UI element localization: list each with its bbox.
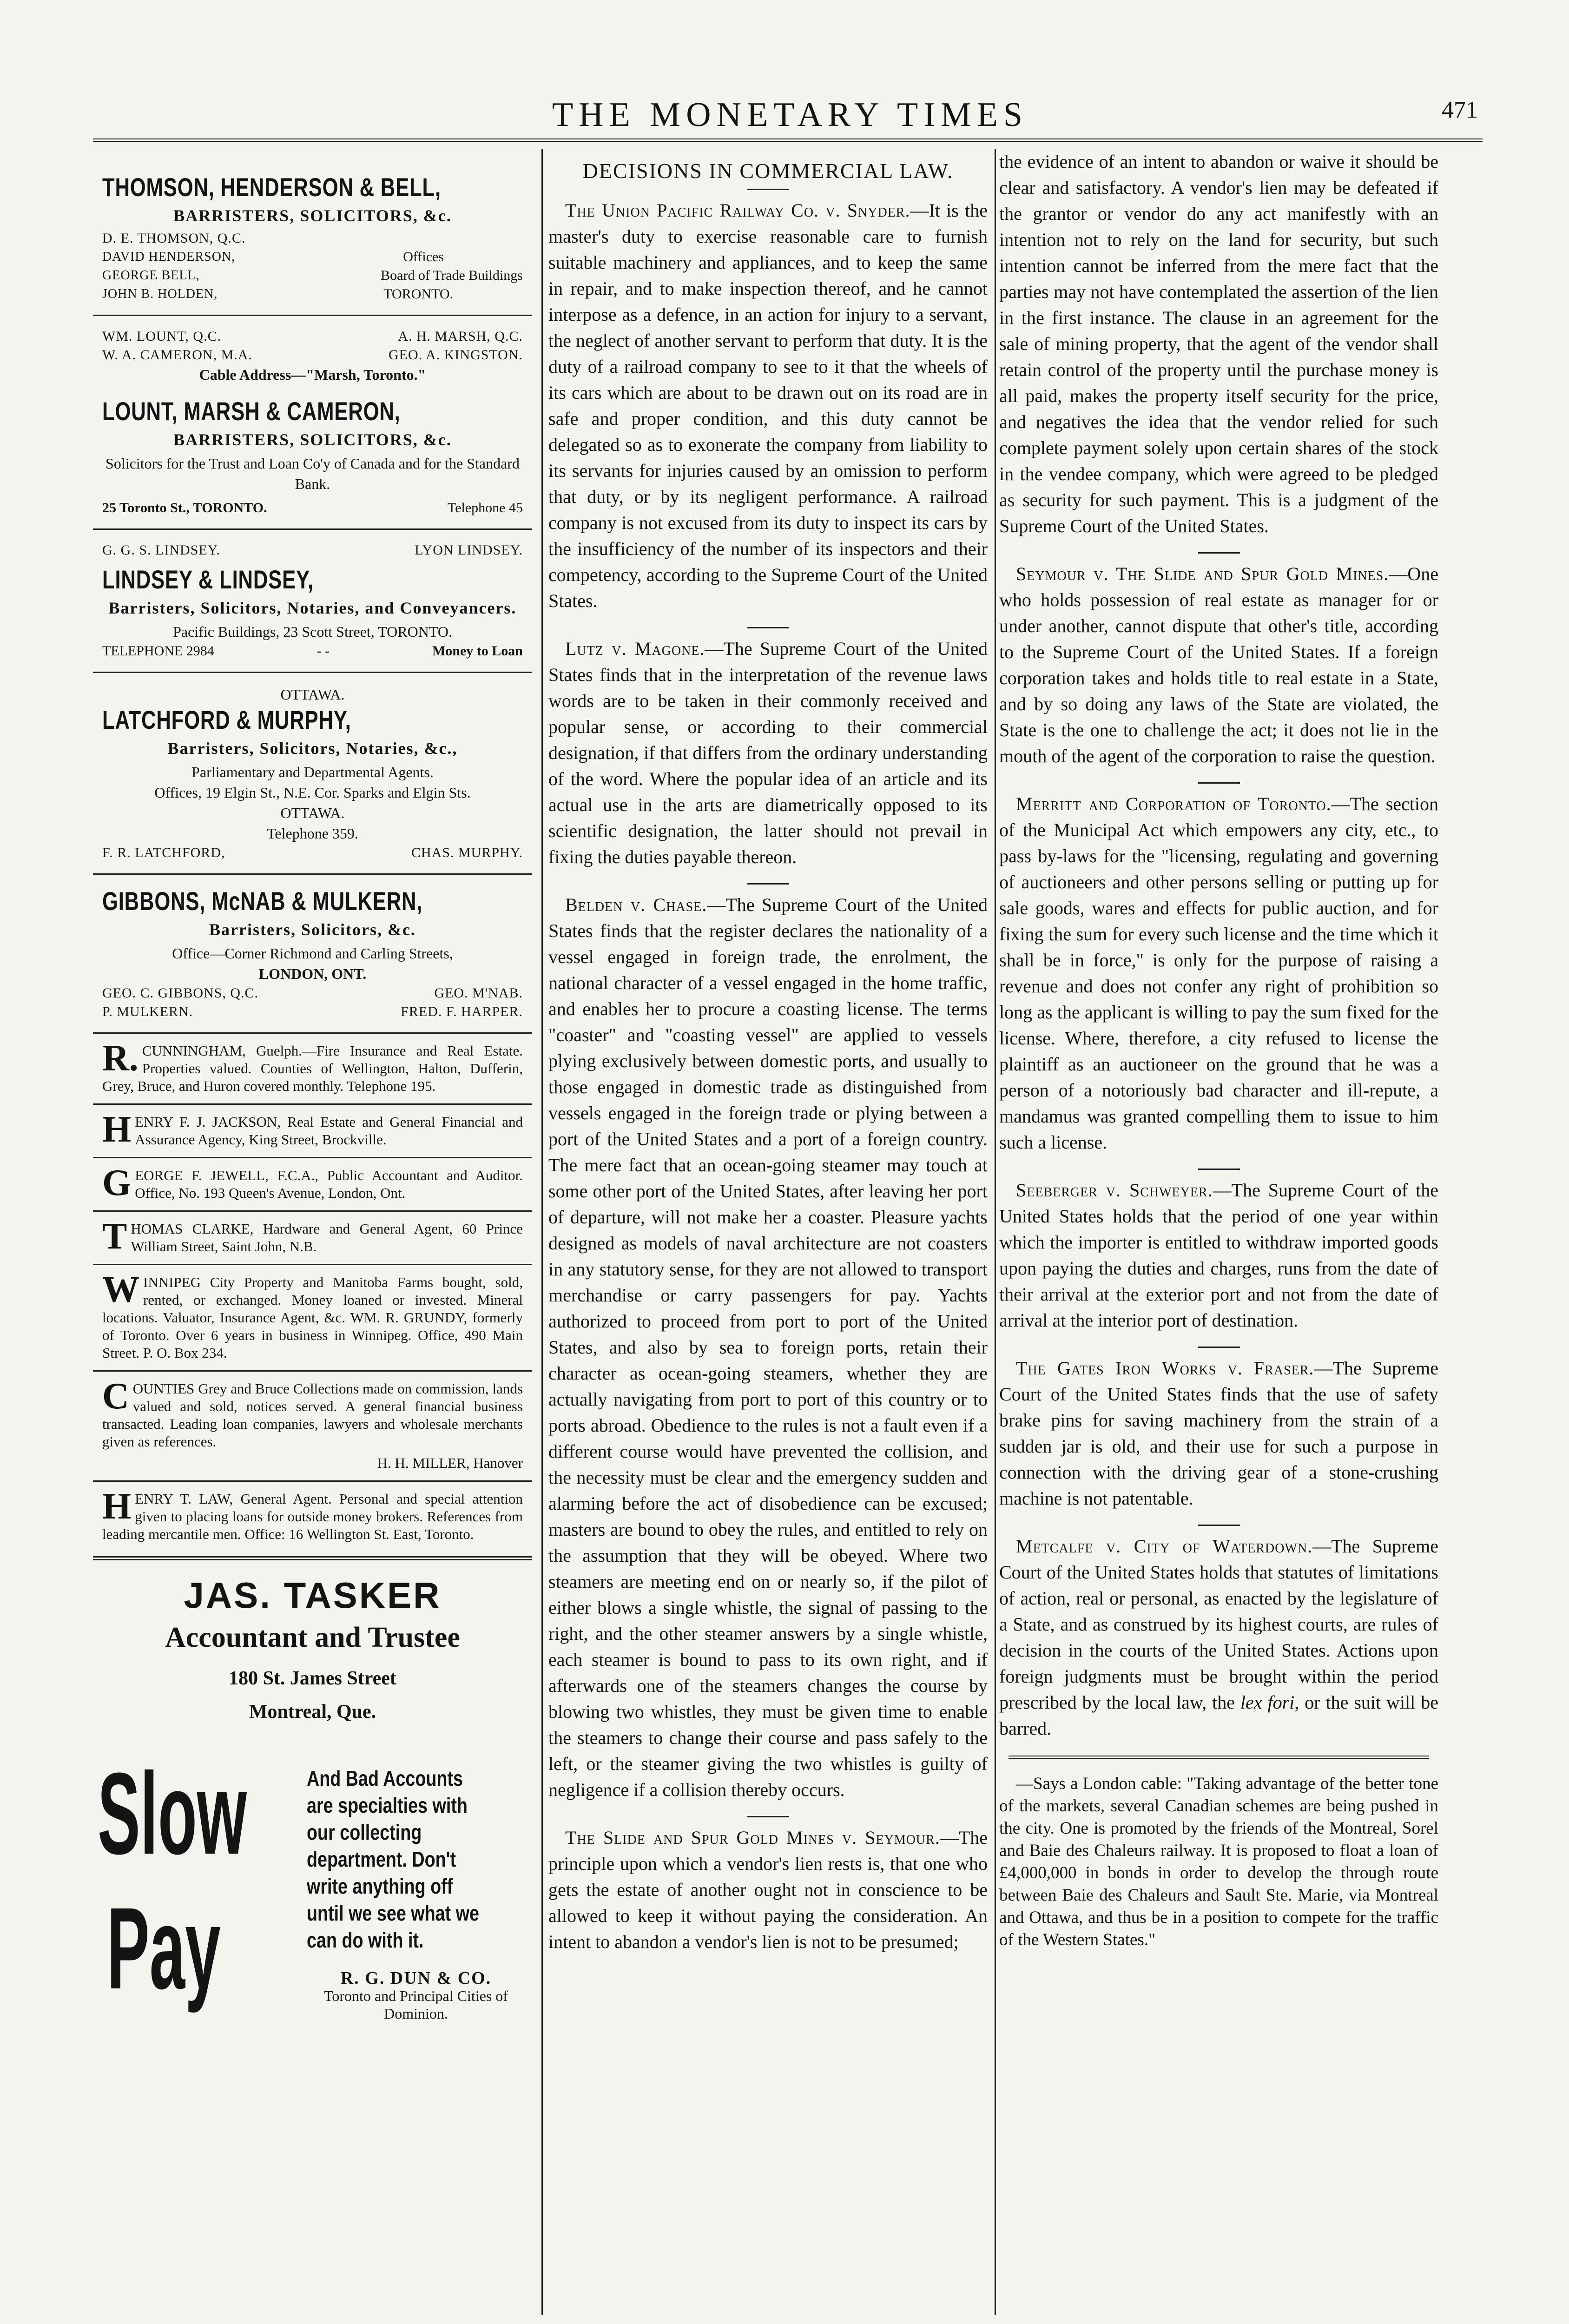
drop-cap: C bbox=[102, 1376, 129, 1417]
decision-paragraph bbox=[999, 149, 1438, 539]
publication-title: THE MONETARY TIMES bbox=[552, 96, 1028, 134]
short-rule bbox=[747, 189, 789, 190]
short-rule bbox=[1198, 552, 1240, 554]
firm-role: Barristers, Solicitors, Notaries, &c., bbox=[167, 739, 458, 758]
advert-text: OUNTIES Grey and Bruce Collections made on commission, lands valued and sold, notices served. A general financial business transacted. Leading loan companies, lawyers and wholesale merchants given as references. bbox=[102, 1380, 523, 1450]
case-name: Merritt and Corporation of Toronto. bbox=[1016, 793, 1332, 814]
column-divider-2 bbox=[995, 149, 996, 2315]
decision-paragraph bbox=[548, 1825, 988, 1955]
advert-text: CUNNINGHAM, Guelph.—Fire Insurance and Real Estate. Properties valued. Counties of Wellington, Halton, Dufferin, Grey, Bruce, and Huron covered monthly. Telephone 195. bbox=[102, 1043, 523, 1094]
advert-winnipeg bbox=[93, 1265, 532, 1372]
case-name: Lutz v. Magone. bbox=[565, 638, 705, 659]
partner-name: G. G. S. LINDSEY. bbox=[102, 542, 220, 558]
firm-name: THOMSON, HENDERSON & BELL, bbox=[102, 172, 441, 202]
cable-address: Cable Address—"Marsh, Toronto." bbox=[199, 366, 426, 383]
case-name: The Slide and Spur Gold Mines v. Seymour. bbox=[565, 1827, 940, 1848]
dun-company: R. G. DUN & CO. bbox=[340, 1968, 492, 1988]
partner-name: GEO. M'NAB. bbox=[434, 985, 523, 1001]
tasker-role: Accountant and Trustee bbox=[165, 1622, 460, 1653]
column-advertisements bbox=[93, 149, 532, 2053]
firm-name: LATCHFORD & MURPHY, bbox=[102, 705, 351, 734]
short-rule bbox=[1198, 1169, 1240, 1170]
tasker-address: 180 St. James Street bbox=[229, 1668, 396, 1689]
firm-role: BARRISTERS, SOLICITORS, &c. bbox=[173, 430, 452, 449]
firm-address: Offices, 19 Elgin St., N.E. Cor. Sparks and Elgin Sts. bbox=[154, 784, 471, 801]
decision-text: the evidence of an intent to abandon or waive it should be clear and satisfactory. A vendor's lien may be defeated if the grantor or vendor do any act manifestly with an intention not to rely on the land for security, but such intention cannot be inferred from the mere fact that the parties may not have contemplated the assertion of the lien in the first instance. The clause in an agreement for the sale of mining property, that the agent of the vendor shall retain control of the property until the purchase money is all paid, makes the property itself security for the price, and negatives the idea that the vendor relied for such complete payment solely upon certain shares of the stock in the vendee company, which were agreed to be pledged as security for such payment. This is a judgment of the Supreme Court of the United States. bbox=[999, 151, 1438, 536]
case-name: The Gates Iron Works v. Fraser. bbox=[1016, 1358, 1314, 1379]
decision-text: —The Supreme Court of the United States holds that statutes of limitations of action, real or personal, as enacted by the legislature of a State, and as construed by its highest courts, are rules of decision in the courts of the United States. Actions upon foreign judgments must be brought within the period prescribed by the local law, the bbox=[999, 1536, 1438, 1713]
advert-jewell bbox=[93, 1158, 532, 1212]
partner-name: GEO. C. GIBBONS, Q.C. bbox=[102, 985, 259, 1001]
money-to-loan: Money to Loan bbox=[432, 643, 523, 659]
firm-city: LONDON, ONT. bbox=[258, 965, 367, 982]
firm-name: LINDSEY & LINDSEY, bbox=[102, 565, 314, 594]
drop-cap: T bbox=[102, 1216, 127, 1257]
advert-text: ENRY T. LAW, General Agent. Personal and special attention given to placing loans for outside money brokers. References from leading mercantile men. Office: 16 Wellington St. East, Toronto. bbox=[102, 1491, 523, 1542]
firm-office: Office—Corner Richmond and Carling Streets, bbox=[172, 945, 453, 962]
partner-name: JOHN B. HOLDEN, bbox=[102, 287, 218, 301]
card-lindsey-lindsey bbox=[93, 530, 532, 673]
firm-name: GIBBONS, McNAB & MULKERN, bbox=[102, 886, 423, 916]
italic-term: lex fori bbox=[1240, 1692, 1295, 1713]
partner-name: FRED. F. HARPER. bbox=[401, 1004, 523, 1019]
drop-cap: H bbox=[102, 1109, 132, 1150]
tasker-name: JAS. TASKER bbox=[184, 1575, 442, 1616]
case-name: The Union Pacific Railway Co. v. Snyder. bbox=[565, 200, 910, 221]
firm-role: BARRISTERS, SOLICITORS, &c. bbox=[173, 206, 452, 225]
decision-paragraph bbox=[999, 1355, 1438, 1512]
decision-paragraph bbox=[999, 561, 1438, 769]
drop-cap: G bbox=[102, 1162, 132, 1203]
firm-address: 25 Toronto St., TORONTO. bbox=[102, 500, 267, 515]
partner-name: GEO. A. KINGSTON. bbox=[389, 347, 523, 363]
card-lount-marsh-cameron bbox=[93, 316, 532, 530]
separator: - - bbox=[316, 643, 330, 659]
advert-jackson bbox=[93, 1105, 532, 1158]
short-rule bbox=[747, 883, 789, 885]
case-name: Metcalfe v. City of Waterdown. bbox=[1016, 1536, 1313, 1557]
advert-law bbox=[93, 1482, 532, 1552]
city-heading: OTTAWA. bbox=[280, 686, 345, 703]
column-decisions-continued bbox=[999, 149, 1438, 1964]
firm-telephone: TELEPHONE 2984 bbox=[102, 643, 214, 659]
decision-paragraph bbox=[999, 1177, 1438, 1334]
slow-pay-text: And Bad Accounts are specialties with our collecting department. Don't write anything off until we see what we can do with it. bbox=[307, 1766, 480, 1952]
partner-name: LYON LINDSEY. bbox=[415, 542, 523, 558]
partner-name: D. E. THOMSON, Q.C. bbox=[102, 231, 246, 246]
page-number: 471 bbox=[1442, 97, 1478, 123]
advert-text: HOMAS CLARKE, Hardware and General Agent, 60 Prince William Street, Saint John, N.B. bbox=[131, 1221, 523, 1254]
short-rule bbox=[747, 627, 789, 628]
advert-text: EORGE F. JEWELL, F.C.A., Public Accountant and Auditor. Office, No. 193 Queen's Avenue, London, Ont. bbox=[135, 1167, 523, 1201]
news-paragraph bbox=[999, 1773, 1438, 1951]
decision-text: —The Supreme Court of the United States finds that the use of safety brake pins for saving machinery from the strain of a sudden jar is old, and their use for such a purpose in connection with the driving gear of a stone-crushing machine is not patentable. bbox=[999, 1358, 1438, 1509]
short-rule bbox=[1198, 1347, 1240, 1348]
double-rule bbox=[1009, 1756, 1429, 1759]
column-divider-1 bbox=[541, 149, 543, 2315]
card-latchford-murphy bbox=[93, 673, 532, 875]
firm-role: Barristers, Solicitors, Notaries, and Conveyancers. bbox=[108, 599, 517, 617]
column-decisions bbox=[548, 149, 988, 1968]
firm-role: Barristers, Solicitors, &c. bbox=[209, 920, 416, 939]
firm-name: LOUNT, MARSH & CAMERON, bbox=[102, 396, 401, 426]
dun-locations: Toronto and Principal Cities of Dominion. bbox=[324, 1987, 508, 2022]
decision-paragraph bbox=[548, 892, 988, 1803]
decision-text: —The section of the Municipal Act which empowers any city, etc., to pass by-laws for the "licensing, regulating and governing of auctioneers and other persons selling or putting up for sale goods, wares and effects for public auction, and for fixing the sum for every such license and the time which it shall be in force," is only for the purpose of raising a revenue and does not confer any right of prohibition so long as the applicant is willing to pay the sum fixed for the license. Where, therefore, a city refused to license the plaintiff as an auctioneer on the ground that he was a person of a notoriously bad character and ill-repute, a mandamus was granted compelling them to issue to him such a license. bbox=[999, 793, 1439, 1153]
drop-cap: R. bbox=[102, 1038, 138, 1079]
firm-telephone: Telephone 45 bbox=[447, 500, 523, 515]
slow-word: Slow bbox=[98, 1749, 247, 1878]
advert-miller bbox=[93, 1372, 532, 1482]
news-text: —Says a London cable: "Taking advantage of the better tone of the markets, several Canadian schemes are being pushed in the city. One is promoted by the friends of the Montreal, Sorel and Baie des Chaleurs railway. It is proposed to float a loan of £4,000,000 in bonds in order to develop the through route between Baie des Chaleurs and Sault Ste. Marie, via Montreal and Ottawa, and thus be in a position to compete for the traffic of the Western States." bbox=[999, 1774, 1438, 1949]
firm-telephone: Telephone 359. bbox=[267, 825, 358, 842]
partner-name: GEORGE BELL, bbox=[102, 268, 200, 283]
drop-cap: H bbox=[102, 1486, 132, 1527]
case-name: Belden v. Chase. bbox=[565, 894, 707, 915]
partner-name: CHAS. MURPHY. bbox=[411, 845, 523, 860]
offices-city: TORONTO. bbox=[383, 286, 453, 302]
partner-name: DAVID HENDERSON, bbox=[102, 250, 236, 264]
decision-paragraph bbox=[548, 198, 988, 614]
drop-cap: W bbox=[102, 1269, 139, 1310]
firm-description: Solicitors for the Trust and Loan Co'y of Canada and for the Standard Bank. bbox=[105, 455, 520, 492]
partner-name: F. R. LATCHFORD, bbox=[102, 845, 225, 860]
card-gibbons-mcnab-mulkern bbox=[93, 875, 532, 1034]
advert-slow-pay bbox=[93, 1749, 532, 2053]
pay-word: Pay bbox=[107, 1883, 221, 2013]
decision-text-tail: , or the suit will be barred. bbox=[999, 1692, 1438, 1739]
firm-city: OTTAWA. bbox=[280, 805, 345, 821]
short-rule bbox=[747, 1816, 789, 1817]
firm-address: Pacific Buildings, 23 Scott Street, TORONTO. bbox=[173, 623, 452, 640]
partner-name: WM. LOUNT, Q.C. bbox=[102, 329, 222, 344]
short-rule bbox=[1198, 782, 1240, 784]
advert-signature: H. H. MILLER, Hanover bbox=[377, 1455, 523, 1471]
advert-text: INNIPEG City Property and Manitoba Farms bought, sold, rented, or exchanged. Money loaned or invested. Mineral locations. Valuator, Insurance Agent, &c. WM. R. GRUNDY, formerly of Toronto. Over 6 years in business in Winnipeg. Office, 490 Main Street. P. O. Box 234. bbox=[102, 1274, 523, 1361]
partner-name: A. H. MARSH, Q.C. bbox=[398, 329, 523, 344]
advert-text: ENRY F. J. JACKSON, Real Estate and General Financial and Assurance Agency, King Street, Brockville. bbox=[135, 1114, 523, 1148]
section-heading: DECISIONS IN COMMERCIAL LAW. bbox=[582, 159, 954, 183]
offices-building: Board of Trade Buildings bbox=[381, 268, 523, 283]
slow-pay-signature bbox=[311, 1969, 521, 2022]
tasker-city: Montreal, Que. bbox=[249, 1701, 376, 1723]
case-name: Seeberger v. Schweyer. bbox=[1016, 1180, 1213, 1201]
offices-label: Offices bbox=[403, 249, 444, 264]
decision-text: —The Supreme Court of the United States finds that the register declares the nationality of a vessel engaged in foreign trade, the enrolment, the national character of a vessel engaged in the home traffic, and enables her to procure a coasting license. The terms "coaster" and "coasting vessel" are applied to vessels plying exclusively between domestic ports, and usually to those engaged in domestic trade as distinguished from vessels engaged in the foreign trade or plying between a port of the United States and a port of a foreign country. The mere fact that an ocean-going steamer may touch at some other port of the United States, after leaving her port of departure, will not make her a coaster. Pleasure yachts designed as models of naval architecture are not coasters in any statutory sense, for they are not allowed to transport merchandise or carry passengers for pay. Yachts authorized to proceed from port to port of the United States, and also by sea to foreign ports, retain their character as ocean-going steamers, whether they are actually navigating from port to port of this country or to ports abroad. Obedience to the rules is not a fault even if a different course would have prevented the collision, and the necessity must be clear and the emergency sudden and alarming before the act of disobedience can be excused; masters are bound to obey the rules, and entitled to rely on the assumption that they will be obeyed. Where two steamers are meeting end on or nearly so, if the pilot of either blows a single whistle, the signal of passing to the right, and the other steamer answers by a single whistle, each steamer is bound to pass to its own right, and if afterwards one of the steamers changes the course by blowing two whistles, they must be given time to enable the steamers to change their course and pass safely to the left, or the steamer giving the two whistles is guilty of negligence if a collision thereby occurs. bbox=[548, 894, 988, 1800]
card-thomson-henderson-bell bbox=[93, 149, 532, 316]
masthead bbox=[93, 95, 1487, 137]
firm-subrole: Parliamentary and Departmental Agents. bbox=[191, 764, 434, 780]
decision-paragraph bbox=[999, 1533, 1438, 1742]
partner-name: W. A. CAMERON, M.A. bbox=[102, 347, 252, 363]
advert-clarke bbox=[93, 1212, 532, 1265]
decision-text: —The Supreme Court of the United States holds that the period of one year within which the importer is entitled to withdraw imported goods upon paying the duties and charges, runs from the date of their arrival at the exterior port and not from the date of arrival at the interior port of destination. bbox=[999, 1180, 1438, 1331]
partner-name: P. MULKERN. bbox=[102, 1004, 193, 1019]
advert-cunningham bbox=[93, 1034, 532, 1105]
decision-text: —The principle upon which a vendor's lien rests is, that one who gets the estate of another ought not in conscience to be allowed to keep it without paying the consideration. An intent to abandon a vendor's lien is not to be presumed; bbox=[548, 1827, 988, 1952]
decision-paragraph bbox=[999, 791, 1438, 1155]
decision-paragraph bbox=[548, 636, 988, 870]
advert-tasker bbox=[93, 1556, 532, 1723]
decision-text: —It is the master's duty to exercise reasonable care to furnish suitable machinery and appliances, and to keep the same in repair, and to make inspection thereof, and he cannot interpose as a defence, in an action for injury to a servant, the neglect of another servant to perform that duty. It is the duty of a railroad company to see to it that the wheels of its cars which are about to be drawn out on its road are in safe and proper condition, and this duty cannot be delegated so as to exonerate the company from liability to its servants for injuries caused by an omission to perform that duty, or by its negligent performance. A railroad company is not excused from its duty to inspect its cars by the insufficiency of the number of its inspectors and their competency, according to the Supreme Court of the United States. bbox=[548, 200, 988, 611]
decision-text: —One who holds possession of real estate as manager for or under another, cannot dispute that other's title, according to the Supreme Court of the United States. If a foreign corporation takes and holds title to real estate in a State, and by so doing any laws of the State are violated, the State is the one to challenge the act; it does not lie in the mouth of the agent of the corporation to raise the question. bbox=[999, 563, 1438, 766]
case-name: Seymour v. The Slide and Spur Gold Mines. bbox=[1016, 563, 1389, 584]
decision-text: —The Supreme Court of the United States finds that in the interpretation of the revenue laws words are to be taken in their commonly received and popular sense, or according to their commercial designation, if that differs from the ordinary understanding of the word. Where the popular idea of an article and its actual use in the arts are diametrically opposed to its scientific designation, the latter should not prevail in fixing the duties payable thereon. bbox=[548, 638, 988, 867]
short-rule bbox=[1198, 1525, 1240, 1526]
header-rule bbox=[93, 139, 1483, 145]
